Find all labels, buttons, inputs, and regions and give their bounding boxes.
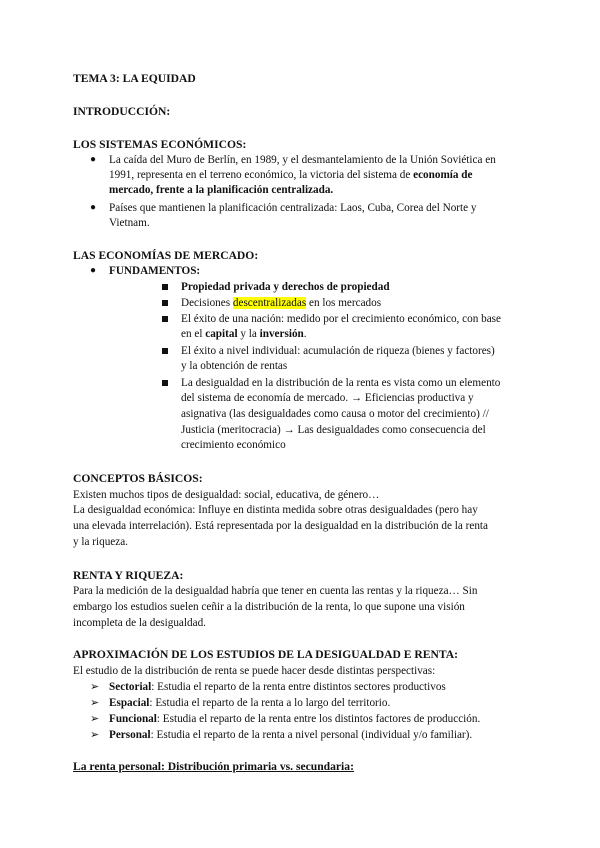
item-term: Espacial — [109, 697, 150, 709]
mercado-s3-l1: El éxito de una nación: medido por el crecimiento económico, con base — [181, 313, 501, 325]
mercado-s5-l3: asignativa (las desigualdades como causa o motor del crecimiento) // — [181, 408, 489, 420]
bullet-dot: ● — [90, 154, 97, 165]
conceptos-l2: La desigualdad económica: Influye en distinta medida sobre otras desigualdades (pero hay — [73, 504, 478, 516]
arrow-bullet-icon: ➢ — [90, 729, 100, 741]
item-text: : Estudia el reparto de la renta a nivel personal (individual y/o familiar). — [150, 729, 473, 741]
square-bullet — [162, 300, 168, 306]
renta-l2: embargo los estudios suelen ceñir a la distribución de la renta, lo que supone una visión — [73, 601, 465, 613]
text-run: . — [303, 328, 307, 340]
renta-l1: Para la medición de la desigualdad habría que tener en cuenta las rentas y la riqueza… Sin — [73, 585, 478, 597]
text-run: 1991, representa en el terreno económico, la victoria del sistema de — [109, 169, 414, 181]
aprox-l1: El estudio de la distribución de renta se puede hacer desde distintas perspectivas: — [73, 665, 436, 677]
aprox-item — [109, 680, 446, 694]
arrow-bullet-icon: ➢ — [90, 697, 100, 709]
sistemas-b1-l2 — [109, 168, 472, 182]
mercado-s3-l2 — [181, 327, 307, 341]
sistemas-b1-l1: La caída del Muro de Berlín, en 1989, y el desmantelamiento de la Unión Soviética en — [109, 154, 496, 166]
sistemas-b2-l2: Vietnam. — [109, 217, 150, 229]
arrow-bullet-icon: ➢ — [90, 681, 100, 693]
conceptos-l1: Existen muchos tipos de desigualdad: social, educativa, de género… — [73, 489, 380, 501]
conceptos-l3: una elevada interrelación). Está representada por la desigualdad en la distribución de la renta — [73, 520, 488, 532]
mercado-s5-l1: La desigualdad en la distribución de la renta es vista como un elemento — [181, 377, 501, 389]
mercado-s5-l5: crecimiento económico — [181, 439, 286, 451]
mercado-s4-l2: y la obtención de rentas — [181, 360, 288, 372]
highlighted-run: descentralizadas — [232, 297, 307, 309]
bold-run: inversión — [259, 328, 304, 340]
item-term: Personal — [109, 729, 151, 741]
mercado-heading: LAS ECONOMÍAS DE MERCADO: — [73, 249, 259, 262]
fundamentos-label: FUNDAMENTOS: — [109, 265, 201, 277]
renta-heading: RENTA Y RIQUEZA: — [73, 569, 184, 582]
square-bullet — [162, 284, 168, 290]
conceptos-l4: y la riqueza. — [73, 536, 128, 548]
mercado-s2 — [181, 296, 381, 310]
aprox-item — [109, 696, 390, 710]
renta-personal-heading: La renta personal: Distribución primaria vs. secundaria: — [73, 760, 354, 773]
bullet-dot: ● — [90, 202, 97, 213]
square-bullet — [162, 380, 168, 386]
aprox-item — [109, 712, 480, 726]
mercado-s1: Propiedad privada y derechos de propiedad — [181, 281, 390, 293]
square-bullet — [162, 316, 168, 322]
text-run: en el — [181, 328, 206, 340]
text-run: Decisiones — [181, 297, 233, 309]
mercado-s5-l2: del sistema de economía de mercado. → Eficiencias productiva y — [181, 392, 474, 404]
item-text: : Estudia el reparto de la renta entre distintos sectores productivos — [151, 681, 446, 693]
intro-heading: INTRODUCCIÓN: — [73, 105, 171, 118]
item-text: : Estudia el reparto de la renta entre los distintos factores de producción. — [156, 713, 481, 725]
bold-run: economía de — [413, 169, 473, 181]
item-text: : Estudia el reparto de la renta a lo largo del territorio. — [149, 697, 391, 709]
bullet-dot: ● — [90, 265, 97, 276]
text-run: y la — [237, 328, 260, 340]
item-term: Funcional — [109, 713, 157, 725]
sistemas-b1-l3: mercado, frente a la planificación centralizada. — [109, 184, 334, 196]
sistemas-heading: LOS SISTEMAS ECONÓMICOS: — [73, 138, 247, 151]
item-term: Sectorial — [109, 681, 152, 693]
aprox-item — [109, 728, 472, 742]
arrow-bullet-icon: ➢ — [90, 713, 100, 725]
renta-l3: incompleta de la desigualdad. — [73, 617, 206, 629]
square-bullet — [162, 348, 168, 354]
bold-run: capital — [205, 328, 238, 340]
text-run: en los mercados — [306, 297, 382, 309]
doc-title: TEMA 3: LA EQUIDAD — [73, 72, 196, 85]
conceptos-heading: CONCEPTOS BÁSICOS: — [73, 472, 203, 485]
mercado-s4-l1: El éxito a nivel individual: acumulación de riqueza (bienes y factores) — [181, 345, 495, 357]
aprox-heading: APROXIMACIÓN DE LOS ESTUDIOS DE LA DESIGUALDAD E RENTA: — [73, 648, 459, 661]
mercado-s5-l4: Justicia (meritocracia) → Las desigualdades como consecuencia del — [181, 424, 486, 436]
sistemas-b2-l1: Países que mantienen la planificación centralizada: Laos, Cuba, Corea del Norte y — [109, 202, 477, 214]
